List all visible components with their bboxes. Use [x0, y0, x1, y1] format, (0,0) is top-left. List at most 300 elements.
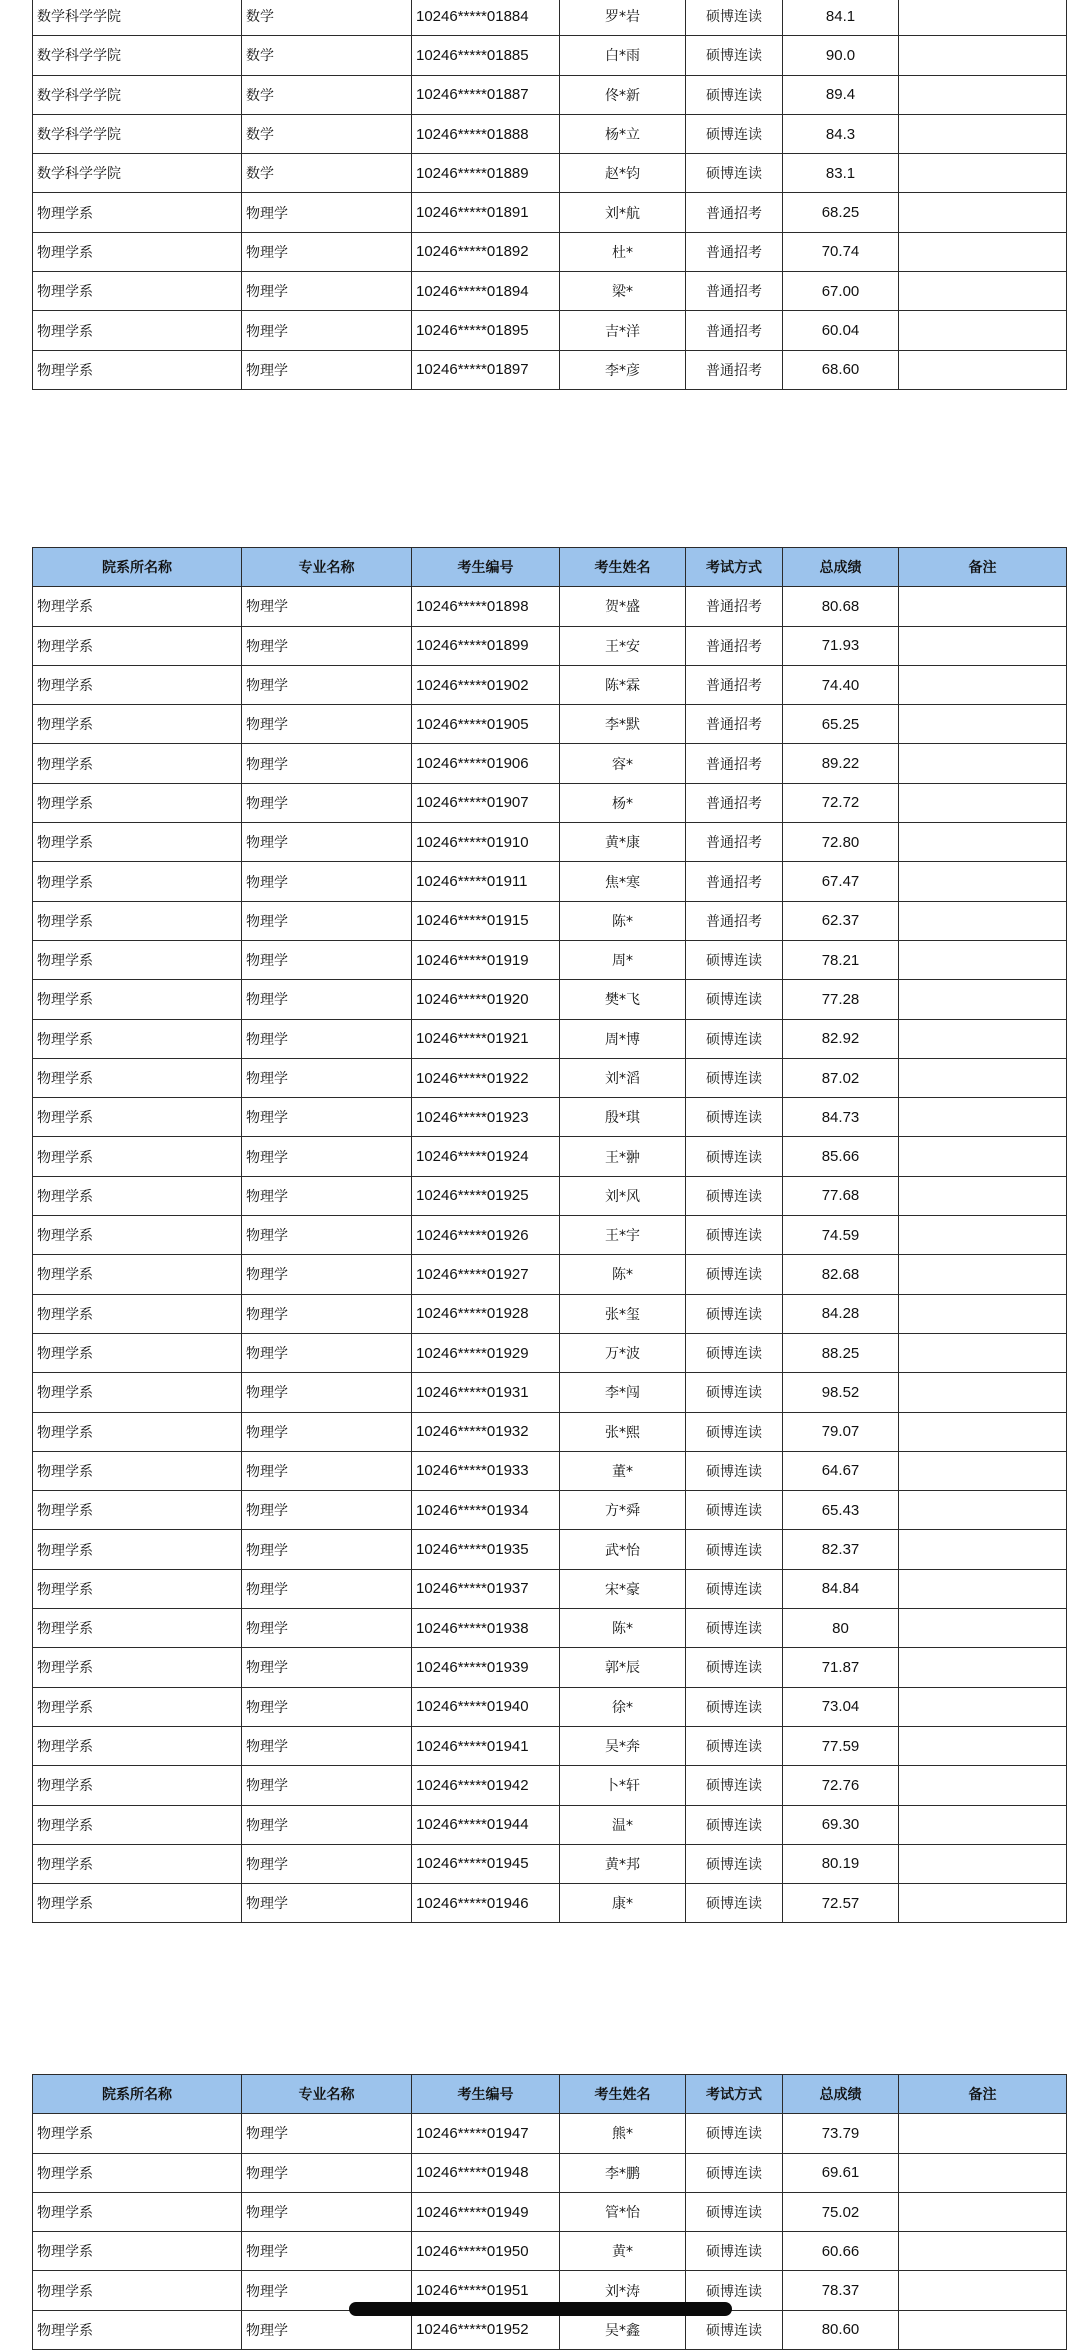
major-cell: 物理学: [242, 1687, 412, 1726]
candidate-name-cell: 郭*辰: [560, 1648, 686, 1687]
total-score-cell: 80.60: [783, 2310, 899, 2349]
department-cell: 数学科学学院: [33, 75, 242, 114]
total-score-cell: 80: [783, 1609, 899, 1648]
remarks-cell: [899, 2310, 1067, 2349]
table-row: [33, 1726, 1067, 1765]
candidate-id-cell: 10246*****01910: [412, 823, 560, 862]
candidate-id-cell: 10246*****01947: [412, 2114, 560, 2153]
major-cell: 物理学: [242, 1648, 412, 1687]
department-cell: 物理学系: [33, 823, 242, 862]
table-row: [33, 862, 1067, 901]
column-header-major: 专业名称: [242, 2075, 412, 2114]
candidate-name-cell: 焦*寒: [560, 862, 686, 901]
remarks-cell: [899, 1216, 1067, 1255]
remarks-cell: [899, 783, 1067, 822]
major-cell: 物理学: [242, 1373, 412, 1412]
department-cell: 物理学系: [33, 1530, 242, 1569]
major-cell: 物理学: [242, 2310, 412, 2349]
major-cell: 物理学: [242, 1451, 412, 1490]
department-cell: 物理学系: [33, 587, 242, 626]
table-row: [33, 744, 1067, 783]
candidate-name-cell: 殷*琪: [560, 1098, 686, 1137]
exam-type-cell: 硕博连读: [686, 1844, 783, 1883]
major-cell: 物理学: [242, 1098, 412, 1137]
department-cell: 物理学系: [33, 1766, 242, 1805]
remarks-cell: [899, 705, 1067, 744]
remarks-cell: [899, 1491, 1067, 1530]
candidate-name-cell: 黄*: [560, 2232, 686, 2271]
department-cell: 物理学系: [33, 980, 242, 1019]
department-cell: 物理学系: [33, 783, 242, 822]
candidate-id-cell: 10246*****01899: [412, 626, 560, 665]
remarks-cell: [899, 2114, 1067, 2153]
candidate-name-cell: 王*翀: [560, 1137, 686, 1176]
table-row: [33, 1766, 1067, 1805]
remarks-cell: [899, 2271, 1067, 2310]
candidate-id-cell: 10246*****01920: [412, 980, 560, 1019]
department-cell: 物理学系: [33, 193, 242, 232]
candidate-name-cell: 方*舜: [560, 1491, 686, 1530]
table-row: [33, 2310, 1067, 2349]
candidate-id-cell: 10246*****01951: [412, 2271, 560, 2310]
department-cell: 物理学系: [33, 2310, 242, 2349]
department-cell: 物理学系: [33, 1216, 242, 1255]
department-cell: 物理学系: [33, 1058, 242, 1097]
department-cell: 物理学系: [33, 1609, 242, 1648]
exam-type-cell: 硕博连读: [686, 1176, 783, 1215]
exam-type-cell: 普通招考: [686, 862, 783, 901]
exam-type-cell: 硕博连读: [686, 1098, 783, 1137]
exam-type-cell: 硕博连读: [686, 1451, 783, 1490]
candidate-name-cell: 贺*盛: [560, 587, 686, 626]
table-row: [33, 783, 1067, 822]
remarks-cell: [899, 665, 1067, 704]
remarks-cell: [899, 2232, 1067, 2271]
candidate-name-cell: 周*: [560, 940, 686, 979]
major-cell: 物理学: [242, 1766, 412, 1805]
major-cell: 物理学: [242, 1176, 412, 1215]
total-score-cell: 64.67: [783, 1451, 899, 1490]
candidate-name-cell: 武*怡: [560, 1530, 686, 1569]
total-score-cell: 69.30: [783, 1805, 899, 1844]
candidate-id-cell: 10246*****01942: [412, 1766, 560, 1805]
exam-type-cell: 硕博连读: [686, 154, 783, 193]
table-row: [33, 1530, 1067, 1569]
exam-type-cell: 硕博连读: [686, 1373, 783, 1412]
remarks-cell: [899, 36, 1067, 75]
exam-type-cell: 硕博连读: [686, 1569, 783, 1608]
remarks-cell: [899, 1333, 1067, 1372]
exam-type-cell: 普通招考: [686, 232, 783, 271]
candidate-name-cell: 杨*: [560, 783, 686, 822]
remarks-cell: [899, 1530, 1067, 1569]
remarks-cell: [899, 587, 1067, 626]
major-cell: 物理学: [242, 1844, 412, 1883]
candidate-id-cell: 10246*****01887: [412, 75, 560, 114]
total-score-cell: 60.66: [783, 2232, 899, 2271]
remarks-cell: [899, 114, 1067, 153]
total-score-cell: 72.80: [783, 823, 899, 862]
major-cell: 物理学: [242, 2114, 412, 2153]
total-score-cell: 89.22: [783, 744, 899, 783]
table-row: [33, 311, 1067, 350]
candidate-name-cell: 张*熙: [560, 1412, 686, 1451]
remarks-cell: [899, 1255, 1067, 1294]
exam-type-cell: 硕博连读: [686, 2192, 783, 2231]
exam-type-cell: 普通招考: [686, 193, 783, 232]
total-score-cell: 83.1: [783, 154, 899, 193]
department-cell: 物理学系: [33, 272, 242, 311]
candidate-name-cell: 陈*: [560, 901, 686, 940]
department-cell: 物理学系: [33, 350, 242, 389]
remarks-cell: [899, 901, 1067, 940]
remarks-cell: [899, 1884, 1067, 1923]
department-cell: 物理学系: [33, 665, 242, 704]
major-cell: 物理学: [242, 2271, 412, 2310]
exam-type-cell: 硕博连读: [686, 1609, 783, 1648]
candidate-id-cell: 10246*****01948: [412, 2153, 560, 2192]
major-cell: 物理学: [242, 1569, 412, 1608]
exam-type-cell: 硕博连读: [686, 2271, 783, 2310]
candidate-id-cell: 10246*****01946: [412, 1884, 560, 1923]
exam-type-cell: 普通招考: [686, 823, 783, 862]
exam-type-cell: 硕博连读: [686, 2153, 783, 2192]
candidate-id-cell: 10246*****01915: [412, 901, 560, 940]
department-cell: 物理学系: [33, 232, 242, 271]
total-score-cell: 84.73: [783, 1098, 899, 1137]
exam-type-cell: 硕博连读: [686, 940, 783, 979]
table-row: [33, 901, 1067, 940]
major-cell: 数学: [242, 154, 412, 193]
candidate-name-cell: 王*宇: [560, 1216, 686, 1255]
major-cell: 数学: [242, 114, 412, 153]
total-score-cell: 77.59: [783, 1726, 899, 1765]
remarks-cell: [899, 1609, 1067, 1648]
department-cell: 物理学系: [33, 1019, 242, 1058]
candidate-name-cell: 刘*滔: [560, 1058, 686, 1097]
total-score-cell: 62.37: [783, 901, 899, 940]
table-header-row: [33, 2075, 1067, 2114]
table-row: [33, 705, 1067, 744]
remarks-cell: [899, 154, 1067, 193]
total-score-cell: 71.93: [783, 626, 899, 665]
total-score-cell: 84.1: [783, 0, 899, 36]
candidate-id-cell: 10246*****01891: [412, 193, 560, 232]
candidate-name-cell: 董*: [560, 1451, 686, 1490]
column-header-major: 专业名称: [242, 548, 412, 587]
remarks-cell: [899, 2192, 1067, 2231]
major-cell: 物理学: [242, 940, 412, 979]
remarks-cell: [899, 1687, 1067, 1726]
table-row: [33, 154, 1067, 193]
department-cell: 物理学系: [33, 1844, 242, 1883]
column-header-remarks: 备注: [899, 548, 1067, 587]
major-cell: 物理学: [242, 232, 412, 271]
major-cell: 物理学: [242, 587, 412, 626]
candidate-id-cell: 10246*****01944: [412, 1805, 560, 1844]
candidate-id-cell: 10246*****01926: [412, 1216, 560, 1255]
candidate-id-cell: 10246*****01952: [412, 2310, 560, 2349]
exam-type-cell: 硕博连读: [686, 2310, 783, 2349]
exam-type-cell: 硕博连读: [686, 1412, 783, 1451]
candidate-name-cell: 宋*豪: [560, 1569, 686, 1608]
candidate-name-cell: 王*安: [560, 626, 686, 665]
exam-type-cell: 普通招考: [686, 783, 783, 822]
major-cell: 物理学: [242, 626, 412, 665]
exam-type-cell: 普通招考: [686, 350, 783, 389]
total-score-cell: 67.00: [783, 272, 899, 311]
candidate-id-cell: 10246*****01885: [412, 36, 560, 75]
major-cell: 物理学: [242, 823, 412, 862]
table-row: [33, 665, 1067, 704]
remarks-cell: [899, 823, 1067, 862]
remarks-cell: [899, 1648, 1067, 1687]
remarks-cell: [899, 1373, 1067, 1412]
total-score-cell: 74.40: [783, 665, 899, 704]
table-row: [33, 1687, 1067, 1726]
candidate-id-cell: 10246*****01931: [412, 1373, 560, 1412]
candidate-id-cell: 10246*****01894: [412, 272, 560, 311]
exam-type-cell: 普通招考: [686, 626, 783, 665]
department-cell: 数学科学学院: [33, 154, 242, 193]
department-cell: 物理学系: [33, 2271, 242, 2310]
table-row: [33, 0, 1067, 36]
department-cell: 物理学系: [33, 2192, 242, 2231]
candidate-name-cell: 吴*鑫: [560, 2310, 686, 2349]
total-score-cell: 88.25: [783, 1333, 899, 1372]
candidate-name-cell: 温*: [560, 1805, 686, 1844]
table-row: [33, 1844, 1067, 1883]
candidate-name-cell: 陈*: [560, 1609, 686, 1648]
total-score-cell: 77.28: [783, 980, 899, 1019]
remarks-cell: [899, 940, 1067, 979]
remarks-cell: [899, 1098, 1067, 1137]
remarks-cell: [899, 980, 1067, 1019]
table-header-row: [33, 548, 1067, 587]
column-header-department: 院系所名称: [33, 548, 242, 587]
exam-type-cell: 普通招考: [686, 665, 783, 704]
major-cell: 物理学: [242, 1491, 412, 1530]
table-row: [33, 940, 1067, 979]
total-score-cell: 82.37: [783, 1530, 899, 1569]
exam-type-cell: 普通招考: [686, 705, 783, 744]
department-cell: 物理学系: [33, 626, 242, 665]
department-cell: 物理学系: [33, 1255, 242, 1294]
candidate-id-cell: 10246*****01902: [412, 665, 560, 704]
candidate-name-cell: 佟*新: [560, 75, 686, 114]
remarks-cell: [899, 1176, 1067, 1215]
total-score-cell: 78.37: [783, 2271, 899, 2310]
total-score-cell: 65.25: [783, 705, 899, 744]
department-cell: 物理学系: [33, 2114, 242, 2153]
major-cell: 数学: [242, 36, 412, 75]
table-row: [33, 1294, 1067, 1333]
exam-type-cell: 硕博连读: [686, 1726, 783, 1765]
total-score-cell: 78.21: [783, 940, 899, 979]
total-score-cell: 71.87: [783, 1648, 899, 1687]
table-row: [33, 823, 1067, 862]
major-cell: 物理学: [242, 2232, 412, 2271]
major-cell: 物理学: [242, 1216, 412, 1255]
exam-type-cell: 硕博连读: [686, 2114, 783, 2153]
department-cell: 物理学系: [33, 1491, 242, 1530]
candidate-id-cell: 10246*****01933: [412, 1451, 560, 1490]
major-cell: 物理学: [242, 1805, 412, 1844]
table-row: [33, 1255, 1067, 1294]
candidate-id-cell: 10246*****01949: [412, 2192, 560, 2231]
candidate-name-cell: 张*玺: [560, 1294, 686, 1333]
total-score-cell: 67.47: [783, 862, 899, 901]
home-indicator[interactable]: [349, 2302, 732, 2316]
table-row: [33, 75, 1067, 114]
candidate-id-cell: 10246*****01929: [412, 1333, 560, 1372]
table-row: [33, 1333, 1067, 1372]
total-score-cell: 98.52: [783, 1373, 899, 1412]
table-row: [33, 1412, 1067, 1451]
department-cell: 物理学系: [33, 2232, 242, 2271]
remarks-cell: [899, 1058, 1067, 1097]
total-score-cell: 68.25: [783, 193, 899, 232]
major-cell: 物理学: [242, 311, 412, 350]
total-score-cell: 73.79: [783, 2114, 899, 2153]
department-cell: 物理学系: [33, 1098, 242, 1137]
table-row: [33, 1058, 1067, 1097]
major-cell: 物理学: [242, 980, 412, 1019]
exam-type-cell: 硕博连读: [686, 1530, 783, 1569]
table-row: [33, 1491, 1067, 1530]
department-cell: 数学科学学院: [33, 36, 242, 75]
table-row: [33, 1176, 1067, 1215]
exam-type-cell: 普通招考: [686, 311, 783, 350]
major-cell: 物理学: [242, 665, 412, 704]
candidate-id-cell: 10246*****01940: [412, 1687, 560, 1726]
exam-type-cell: 硕博连读: [686, 1255, 783, 1294]
major-cell: 物理学: [242, 193, 412, 232]
candidate-id-cell: 10246*****01950: [412, 2232, 560, 2271]
candidate-id-cell: 10246*****01906: [412, 744, 560, 783]
department-cell: 物理学系: [33, 1412, 242, 1451]
candidate-name-cell: 李*彦: [560, 350, 686, 389]
candidate-name-cell: 李*鹏: [560, 2153, 686, 2192]
exam-type-cell: 硕博连读: [686, 1333, 783, 1372]
candidate-name-cell: 万*波: [560, 1333, 686, 1372]
exam-type-cell: 硕博连读: [686, 114, 783, 153]
candidate-id-cell: 10246*****01905: [412, 705, 560, 744]
department-cell: 物理学系: [33, 1176, 242, 1215]
exam-type-cell: 硕博连读: [686, 36, 783, 75]
total-score-cell: 85.66: [783, 1137, 899, 1176]
remarks-cell: [899, 1844, 1067, 1883]
total-score-cell: 82.68: [783, 1255, 899, 1294]
candidate-id-cell: 10246*****01911: [412, 862, 560, 901]
table-row: [33, 587, 1067, 626]
table-row: [33, 1648, 1067, 1687]
candidate-name-cell: 陈*霖: [560, 665, 686, 704]
total-score-cell: 80.68: [783, 587, 899, 626]
total-score-cell: 75.02: [783, 2192, 899, 2231]
major-cell: 物理学: [242, 1137, 412, 1176]
total-score-cell: 72.57: [783, 1884, 899, 1923]
column-header-candidate-id: 考生编号: [412, 2075, 560, 2114]
candidate-name-cell: 杜*: [560, 232, 686, 271]
major-cell: 物理学: [242, 1019, 412, 1058]
candidate-name-cell: 吉*洋: [560, 311, 686, 350]
candidate-name-cell: 管*怡: [560, 2192, 686, 2231]
total-score-cell: 79.07: [783, 1412, 899, 1451]
department-cell: 物理学系: [33, 1333, 242, 1372]
exam-type-cell: 硕博连读: [686, 980, 783, 1019]
total-score-cell: 90.0: [783, 36, 899, 75]
major-cell: 物理学: [242, 1726, 412, 1765]
department-cell: 物理学系: [33, 311, 242, 350]
candidate-id-cell: 10246*****01895: [412, 311, 560, 350]
total-score-cell: 89.4: [783, 75, 899, 114]
candidate-name-cell: 梁*: [560, 272, 686, 311]
total-score-cell: 72.72: [783, 783, 899, 822]
department-cell: 物理学系: [33, 1451, 242, 1490]
table-row: [33, 980, 1067, 1019]
exam-type-cell: 硕博连读: [686, 1019, 783, 1058]
major-cell: 物理学: [242, 1058, 412, 1097]
candidate-id-cell: 10246*****01938: [412, 1609, 560, 1648]
table-row: [33, 1098, 1067, 1137]
candidate-name-cell: 黄*邦: [560, 1844, 686, 1883]
candidate-id-cell: 10246*****01941: [412, 1726, 560, 1765]
column-header-total-score: 总成绩: [783, 2075, 899, 2114]
table-row: [33, 1216, 1067, 1255]
table-row: [33, 1805, 1067, 1844]
candidate-name-cell: 李*默: [560, 705, 686, 744]
total-score-cell: 80.19: [783, 1844, 899, 1883]
table-row: [33, 1137, 1067, 1176]
remarks-cell: [899, 2153, 1067, 2192]
table-row: [33, 2114, 1067, 2153]
table-row: [33, 232, 1067, 271]
table-row: [33, 1609, 1067, 1648]
candidate-id-cell: 10246*****01927: [412, 1255, 560, 1294]
candidate-id-cell: 10246*****01897: [412, 350, 560, 389]
candidate-name-cell: 容*: [560, 744, 686, 783]
candidate-id-cell: 10246*****01923: [412, 1098, 560, 1137]
candidate-id-cell: 10246*****01907: [412, 783, 560, 822]
candidate-name-cell: 周*博: [560, 1019, 686, 1058]
candidate-name-cell: 陈*: [560, 1255, 686, 1294]
total-score-cell: 84.28: [783, 1294, 899, 1333]
table-row: [33, 1451, 1067, 1490]
exam-type-cell: 硕博连读: [686, 1294, 783, 1333]
major-cell: 物理学: [242, 272, 412, 311]
remarks-cell: [899, 1294, 1067, 1333]
exam-type-cell: 硕博连读: [686, 1137, 783, 1176]
remarks-cell: [899, 350, 1067, 389]
exam-type-cell: 硕博连读: [686, 1687, 783, 1726]
department-cell: 数学科学学院: [33, 0, 242, 36]
major-cell: 数学: [242, 0, 412, 36]
exam-type-cell: 硕博连读: [686, 75, 783, 114]
major-cell: 物理学: [242, 1333, 412, 1372]
candidate-name-cell: 徐*: [560, 1687, 686, 1726]
exam-type-cell: 硕博连读: [686, 1491, 783, 1530]
department-cell: 物理学系: [33, 1687, 242, 1726]
candidate-id-cell: 10246*****01889: [412, 154, 560, 193]
exam-type-cell: 硕博连读: [686, 2232, 783, 2271]
table-row: [33, 350, 1067, 389]
exam-type-cell: 普通招考: [686, 901, 783, 940]
remarks-cell: [899, 1766, 1067, 1805]
department-cell: 物理学系: [33, 2153, 242, 2192]
candidate-name-cell: 刘*风: [560, 1176, 686, 1215]
exam-type-cell: 硕博连读: [686, 1805, 783, 1844]
